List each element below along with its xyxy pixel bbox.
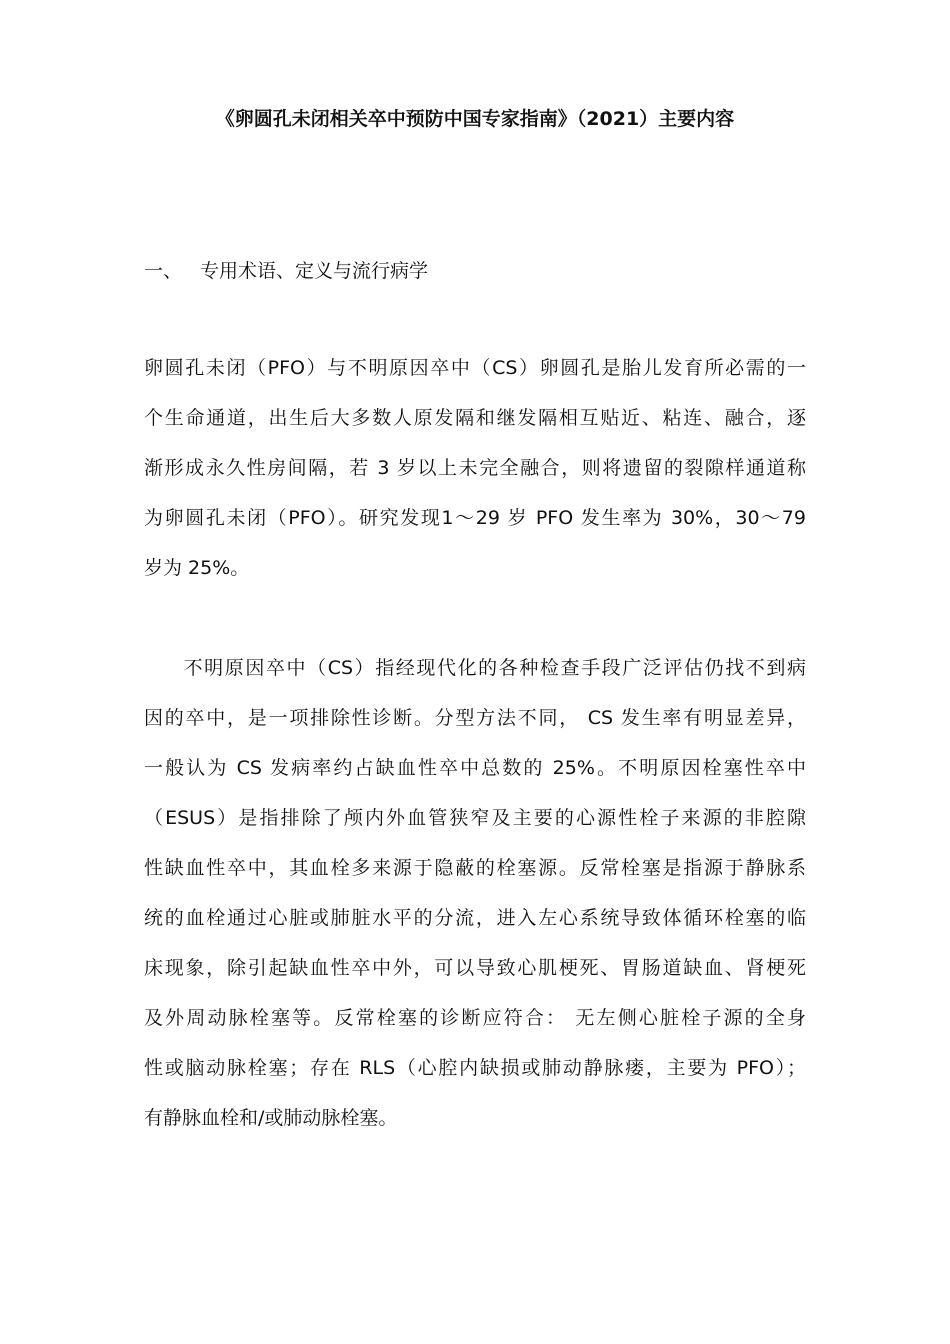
paragraph-line: 床现象，除引起缺血性卒中外，可以导致心肌梗死、胃肠道缺血、肾梗死 [144,957,806,979]
document-title: 《卵圆孔未闭相关卒中预防中国专家指南》（2021）主要内容 [215,108,735,130]
paragraph-line: 为卵圆孔未闭（PFO）。研究发现1～29 岁 PFO 发生率为 30%，30～79 [144,507,806,529]
paragraph-line: 因的卒中，是一项排除性诊断。分型方法不同， CS 发生率有明显差异， [144,707,806,729]
paragraph-line: 岁为 25%。 [144,557,250,579]
paragraph-line-first [144,653,806,703]
paragraph-line: 性或脑动脉栓塞；存在 RLS（心腔内缺损或肺动静脉瘘，主要为 PFO）； [144,1057,806,1079]
paragraph-line: 一般认为 CS 发病率约占缺血性卒中总数的 25%。不明原因栓塞性卒中 [144,757,806,779]
section-heading [144,256,428,286]
paragraph-line: 个生命通道，出生后大多数人原发隔和继发隔相互贴近、粘连、融合，逐 [144,407,806,429]
paragraph-line-text: 不明原因卒中（CS）指经现代化的各种检查手段广泛评估仍找不到病 [182,657,806,679]
paragraph-line: 有静脉血栓和/或肺动脉栓塞。 [144,1107,398,1129]
paragraph-line: （ESUS）是指排除了颅内外血管狭窄及主要的心源性栓子来源的非腔隙 [144,807,806,829]
paragraph-pfo-definition [144,353,806,603]
section-title: 专用术语、定义与流行病学 [200,260,429,282]
section-number: 一、 [144,260,183,282]
paragraph-line: 渐形成永久性房间隔，若 3 岁以上未完全融合，则将遗留的裂隙样通道称 [144,457,806,479]
paragraph-line: 性缺血性卒中，其血栓多来源于隐蔽的栓塞源。反常栓塞是指源于静脉系 [144,857,806,879]
paragraph-line: 统的血栓通过心脏或肺脏水平的分流，进入左心系统导致体循环栓塞的临 [144,907,806,929]
paragraph-line: 卵圆孔未闭（PFO）与不明原因卒中（CS）卵圆孔是胎儿发育所必需的一 [144,357,806,379]
paragraph-line: 及外周动脉栓塞等。反常栓塞的诊断应符合： 无左侧心脏栓子源的全身 [144,1007,806,1029]
paragraph-cryptogenic-stroke [144,653,806,1153]
